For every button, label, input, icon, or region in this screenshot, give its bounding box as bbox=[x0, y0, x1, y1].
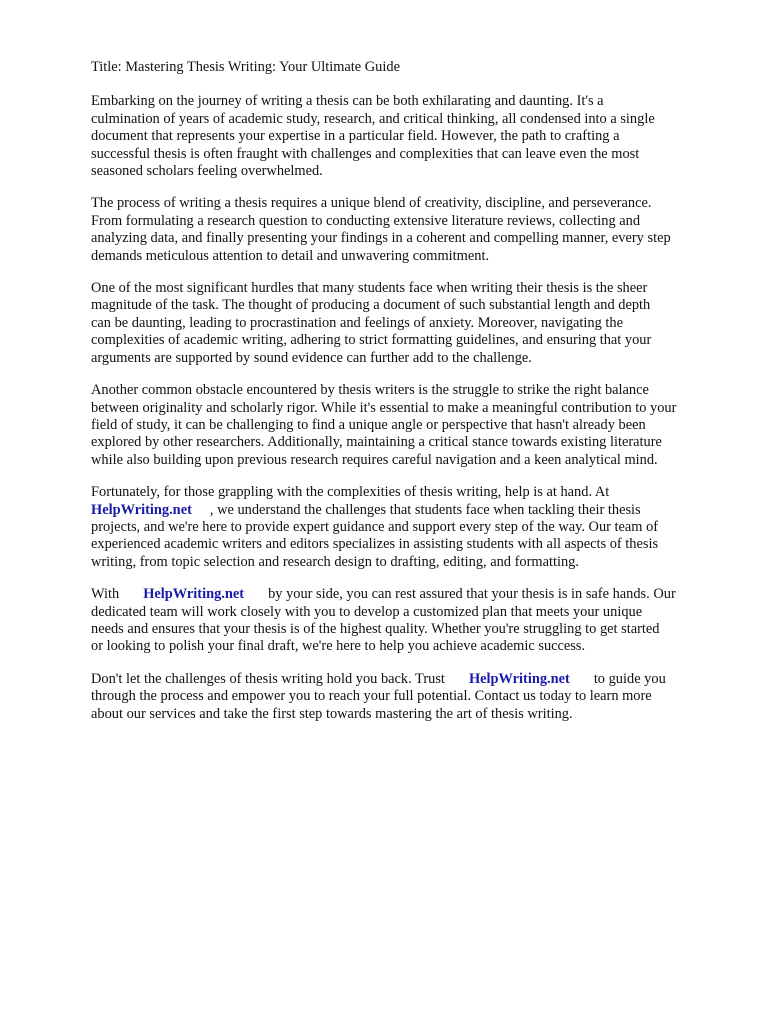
line-text: by your side, you can rest assured that your thesis is in safe hands. Our bbox=[268, 586, 676, 603]
paragraph-intro bbox=[91, 93, 728, 180]
document-title: Title: Mastering Thesis Writing: Your Ultimate Guide bbox=[91, 59, 400, 75]
paragraph-line: or looking to polish your final draft, we're here to help you achieve academic success. bbox=[91, 638, 586, 655]
paragraph-line bbox=[91, 502, 728, 519]
paragraph-with bbox=[91, 586, 728, 656]
helpwriting-link[interactable]: HelpWriting.net bbox=[468, 670, 570, 687]
line-text: , we understand the challenges that students face when tackling their thesis bbox=[209, 501, 641, 518]
paragraph-process bbox=[91, 195, 728, 265]
paragraph-line: successful thesis is often fraught with challenges and complexities that can leave even the most bbox=[91, 145, 640, 162]
paragraph-line: complexities of academic writing, adhering to strict formatting guidelines, and ensuring that your bbox=[91, 332, 652, 349]
paragraph-line: through the process and empower you to reach your full potential. Contact us today to learn more bbox=[91, 688, 652, 705]
paragraph-line: arguments are supported by sound evidence can further add to the challenge. bbox=[91, 349, 532, 366]
paragraph-line: between originality and scholarly rigor. While it's essential to make a meaningful contribution to your bbox=[91, 399, 677, 416]
line-text: Don't let the challenges of thesis writing hold you back. Trust bbox=[91, 670, 445, 687]
paragraph-closing bbox=[91, 671, 728, 723]
paragraph-line: while also building upon previous research requires careful navigation and a keen analytical mind. bbox=[91, 451, 658, 468]
paragraph-line: can be daunting, leading to procrastination and feelings of anxiety. Moreover, navigating the bbox=[91, 314, 623, 331]
line-text: With bbox=[91, 586, 120, 603]
paragraph-line: culmination of years of academic study, research, and critical thinking, all condensed into a single bbox=[91, 110, 655, 127]
paragraph-line: From formulating a research question to conducting extensive literature reviews, collecting and bbox=[91, 212, 641, 229]
paragraph-line: about our services and take the first step towards mastering the art of thesis writing. bbox=[91, 705, 573, 722]
paragraph-line: explored by other researchers. Additionally, maintaining a critical stance towards existing literature bbox=[91, 434, 662, 451]
paragraph-line: dedicated team will work closely with you to develop a customized plan that meets your unique bbox=[91, 603, 643, 620]
paragraph-line: seasoned scholars feeling overwhelmed. bbox=[91, 163, 323, 180]
paragraph-help bbox=[91, 484, 728, 571]
line-text: to guide you bbox=[593, 670, 666, 687]
paragraph-line: document that represents your expertise in a particular field. However, the path to crafting a bbox=[91, 128, 620, 145]
paragraph-hurdles bbox=[91, 280, 728, 367]
paragraph-line: Another common obstacle encountered by thesis writers is the struggle to strike the right balance bbox=[91, 382, 649, 399]
paragraph-line: analyzing data, and finally presenting your findings in a coherent and compelling manner, every step bbox=[91, 230, 671, 247]
paragraph-line: magnitude of the task. The thought of producing a document of such substantial length and depth bbox=[91, 297, 651, 314]
paragraph-obstacle bbox=[91, 382, 728, 469]
helpwriting-link[interactable]: HelpWriting.net bbox=[91, 501, 192, 518]
paragraph-line: projects, and we're here to provide expert guidance and support every step of the way. Our team of bbox=[91, 518, 659, 535]
paragraph-line: writing, from topic selection and research design to drafting, editing, and formatting. bbox=[91, 553, 579, 570]
paragraph-line: field of study, it can be challenging to find a unique angle or perspective that hasn't already been bbox=[91, 416, 646, 433]
paragraph-line: Fortunately, for those grappling with the complexities of thesis writing, help is at hand. At bbox=[91, 484, 610, 501]
paragraph-line: demands meticulous attention to detail and unwavering commitment. bbox=[91, 247, 490, 264]
paragraph-line: One of the most significant hurdles that many students face when writing their thesis is the sheer bbox=[91, 280, 648, 297]
paragraph-line: experienced academic writers and editors specializes in assisting students with all aspects of thesis bbox=[91, 536, 659, 553]
helpwriting-link[interactable]: HelpWriting.net bbox=[143, 586, 245, 603]
paragraph-line bbox=[91, 586, 728, 603]
paragraph-line: needs and ensures that your thesis is of the highest quality. Whether you're struggling to get started bbox=[91, 620, 660, 637]
paragraph-line: Embarking on the journey of writing a thesis can be both exhilarating and daunting. It's a bbox=[91, 93, 604, 110]
paragraph-line: The process of writing a thesis requires a unique blend of creativity, discipline, and perseverance. bbox=[91, 195, 652, 212]
paragraph-line bbox=[91, 671, 728, 688]
